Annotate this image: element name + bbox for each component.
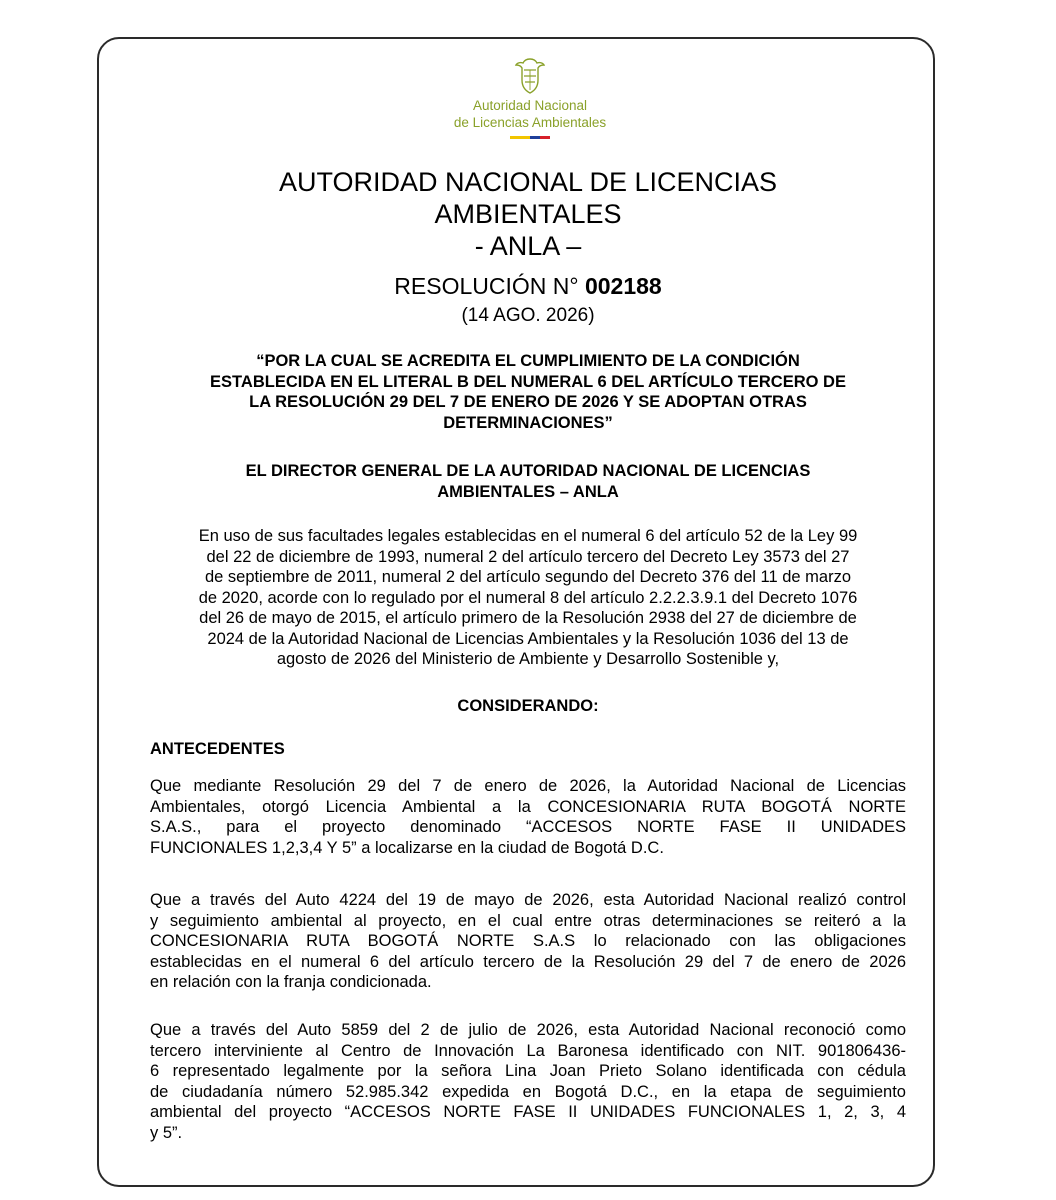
anla-logo — [440, 56, 620, 139]
title-line: ESTABLECIDA EN EL LITERAL B DEL NUMERAL 6 DEL ARTÍCULO TERCERO DE — [210, 372, 846, 391]
legal-powers-paragraph — [150, 526, 906, 670]
paragraph-line: establecidas en el numeral 6 del artículo tercero de la Resolución 29 del 7 de enero de 2026 — [150, 952, 906, 971]
resolution-date: (14 AGO. 2026) — [461, 305, 595, 326]
paragraph-line: CONCESIONARIA RUTA BOGOTÁ NORTE S.A.S lo relacionado con las obligaciones — [150, 932, 906, 950]
director-line: AMBIENTALES – ANLA — [437, 482, 619, 501]
flag-yellow-band — [510, 136, 530, 139]
paragraph-line: y 5”. — [150, 1123, 183, 1142]
paragraph-line: agosto de 2026 del Ministerio de Ambiente y Desarrollo Sostenible y, — [276, 650, 780, 668]
title-line: DETERMINACIONES” — [443, 413, 613, 432]
considerando-heading: CONSIDERANDO: — [457, 697, 599, 715]
agency-line: AMBIENTALES — [434, 199, 622, 229]
agency-acronym: - ANLA – — [474, 231, 582, 261]
flag-red-band — [540, 136, 550, 139]
resolution-label: RESOLUCIÓN N° — [394, 273, 585, 299]
director-heading — [150, 461, 906, 502]
paragraph-line: Que mediante Resolución 29 del 7 de enero de 2026, la Autoridad Nacional de Licencias — [150, 777, 906, 795]
paragraph-auto-4224 — [150, 890, 906, 993]
director-line: EL DIRECTOR GENERAL DE LA AUTORIDAD NACIONAL DE LICENCIAS — [245, 462, 811, 480]
paragraph-line: S.A.S., para el proyecto denominado “ACCESOS NORTE FASE II UNIDADES — [150, 818, 906, 836]
paragraph-line: de 2020, acorde con lo regulado por el numeral 8 del artículo 2.2.2.3.9.1 del Decreto 1076 — [198, 588, 858, 607]
paragraph-line: Ambientales, otorgó Licencia Ambiental a la CONCESIONARIA RUTA BOGOTÁ NORTE — [150, 797, 906, 816]
logo-text-line1: Autoridad Nacional — [472, 98, 588, 113]
antecedentes-heading: ANTECEDENTES — [150, 740, 285, 758]
flag-blue-band — [530, 136, 540, 139]
paragraph-line: 6 representado legalmente por la señora Lina Joan Prieto Solano identificada con cédula — [150, 1062, 906, 1080]
paragraph-line: y seguimiento ambiental al proyecto, en el cual entre otras determinaciones se reiteró a la — [150, 911, 906, 930]
title-line: LA RESOLUCIÓN 29 DEL 7 DE ENERO DE 2026 Y SE ADOPTAN OTRAS — [249, 393, 807, 411]
paragraph-resolution-29 — [150, 776, 906, 858]
paragraph-line: de septiembre de 2011, numeral 2 del artículo segundo del Decreto 376 del 11 de marzo — [204, 568, 852, 586]
paragraph-line: tercero interviniente al Centro de Innovación La Baronesa identificado con NIT. 901806436- — [150, 1041, 906, 1060]
paragraph-line: Que a través del Auto 5859 del 2 de julio de 2026, esta Autoridad Nacional reconoció como — [150, 1021, 906, 1039]
paragraph-line: 2024 de la Autoridad Nacional de Licencias Ambientales y la Resolución 1036 del 13 de — [207, 629, 849, 648]
resolution-number — [150, 271, 906, 301]
title-line: “POR LA CUAL SE ACREDITA EL CUMPLIMIENTO DE LA CONDICIÓN — [256, 352, 800, 370]
coat-of-arms-icon — [513, 56, 547, 96]
paragraph-line: ambiental del proyecto “ACCESOS NORTE FASE II UNIDADES FUNCIONALES 1, 2, 3, 4 — [150, 1103, 906, 1121]
colombia-flag-stripe — [510, 136, 550, 139]
paragraph-line: del 22 de diciembre de 1993, numeral 2 del artículo tercero del Decreto Ley 3573 del 27 — [206, 547, 850, 566]
logo-text-line2: de Licencias Ambientales — [453, 115, 607, 130]
agency-heading — [150, 166, 906, 262]
resolution-number-value: 002188 — [584, 273, 662, 299]
paragraph-line: de ciudadanía número 52.985.342 expedida en Bogotá D.C., en la etapa de seguimiento — [150, 1082, 906, 1101]
agency-line: AUTORIDAD NACIONAL DE LICENCIAS — [278, 167, 778, 197]
resolution-title — [150, 351, 906, 433]
paragraph-line: del 26 de mayo de 2015, el artículo primero de la Resolución 2938 del 27 de diciembre de — [199, 609, 857, 627]
paragraph-line: En uso de sus facultades legales establecidas en el numeral 6 del artículo 52 de la Ley 99 — [198, 527, 858, 545]
paragraph-line: en relación con la franja condicionada. — [150, 973, 432, 991]
paragraph-line: Que a través del Auto 4224 del 19 de mayo de 2026, esta Autoridad Nacional realizó control — [150, 891, 906, 909]
paragraph-line: FUNCIONALES 1,2,3,4 Y 5” a localizarse en la ciudad de Bogotá D.C. — [150, 838, 664, 857]
paragraph-auto-5859 — [150, 1020, 906, 1143]
